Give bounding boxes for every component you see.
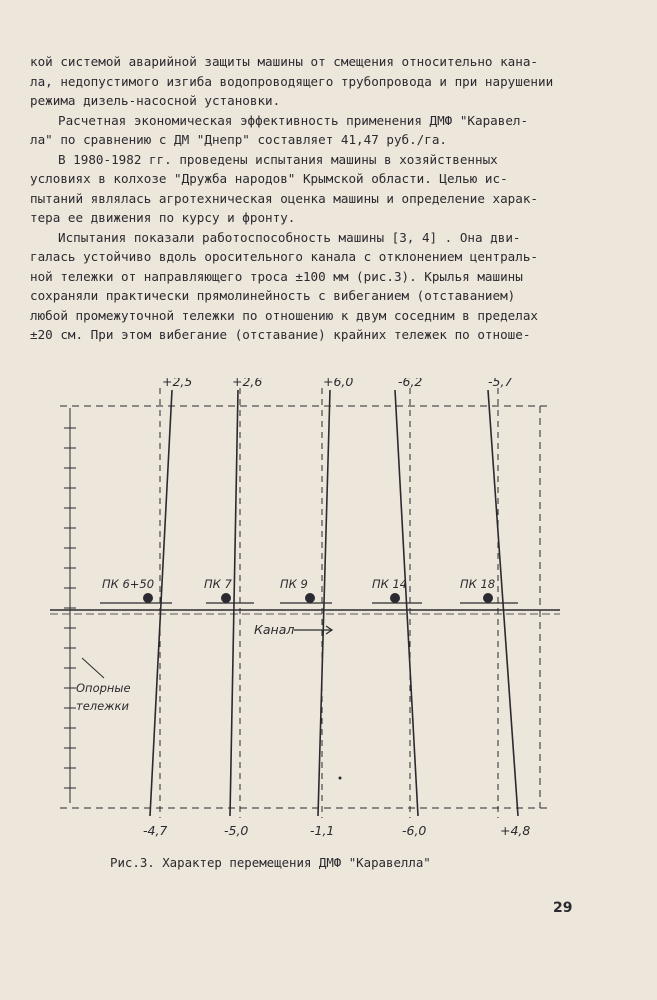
text-line: Расчетная экономическая эффективность применения ДМФ "Каравел- <box>58 112 529 128</box>
text-line: сохраняли практически прямолинейность с вибеганием (отставанием) <box>30 288 516 303</box>
text-line: ла, недопустимого изгиба водопроводящего трубопровода и при нарушении <box>30 73 554 89</box>
pk-label-2: ПК 7 <box>204 577 232 591</box>
pk-label-1: ПК 6+50 <box>102 577 155 591</box>
pk-label-3: ПК 9 <box>280 577 308 591</box>
top-value-3: +6,0 <box>323 378 354 389</box>
figure-caption: Рис.3. Характер перемещения ДМФ "Каравелла" <box>110 855 431 870</box>
pk-label-4: ПК 14 <box>372 577 408 591</box>
text-line: галась устойчиво вдоль оросительного канала с отклонением централь- <box>30 249 538 264</box>
bottom-value-1: -4,7 <box>143 823 168 838</box>
text-line: В 1980-1982 гг. проведены испытания машины в хозяйственных <box>58 151 498 167</box>
support-marker <box>143 593 153 603</box>
text-line: ной тележки от направляющего троса ±100 мм (рис.3). Крылья машины <box>30 268 523 284</box>
canal-label: Канал <box>254 622 295 637</box>
text-line: условиях в колхозе "Дружба народов" Крымской области. Целью ис- <box>30 171 508 186</box>
bottom-value-5: +4,8 <box>500 823 531 838</box>
text-line: Испытания показали работоспособность машины [3, 4] . Она дви- <box>58 229 521 245</box>
support-marker <box>305 593 315 603</box>
ink-dot <box>339 777 342 780</box>
supports-label-line-2: тележки <box>76 699 129 713</box>
top-value-5: -5,7 <box>488 378 513 389</box>
text-line: тера ее движения по курсу и фронту. <box>30 210 296 225</box>
pk-label-5: ПК 18 <box>460 577 496 591</box>
support-marker <box>483 593 493 603</box>
body-text <box>30 52 595 345</box>
bottom-value-3: -1,1 <box>310 823 335 838</box>
figure-drawing <box>40 378 600 848</box>
page-number: 29 <box>553 900 573 916</box>
text-line: пытаний являлась агротехническая оценка машины и определение харак- <box>30 190 538 206</box>
support-marker <box>390 593 400 603</box>
text-line: режима дизель-насосной установки. <box>30 93 281 108</box>
text-line: любой промежуточной тележки по отношению к двум соседним в пределах <box>30 307 538 323</box>
text-line: кой системой аварийной защиты машины от смещения относительно кана- <box>30 54 538 69</box>
bottom-value-4: -6,0 <box>402 823 427 838</box>
top-value-4: -6,2 <box>398 378 423 389</box>
displacement-figure <box>40 378 600 848</box>
top-value-2: +2,6 <box>232 378 263 389</box>
text-line: ла" по сравнению с ДМ "Днепр" составляет 41,47 руб./га. <box>30 132 448 147</box>
bottom-value-2: -5,0 <box>224 823 249 838</box>
support-marker <box>221 593 231 603</box>
top-value-1: +2,5 <box>162 378 193 389</box>
support-markers <box>143 593 493 780</box>
text-line: ±20 см. При этом вибегание (отставание) крайних тележек по отноше- <box>30 327 531 342</box>
supports-label-line-1: Опорные <box>76 681 131 695</box>
